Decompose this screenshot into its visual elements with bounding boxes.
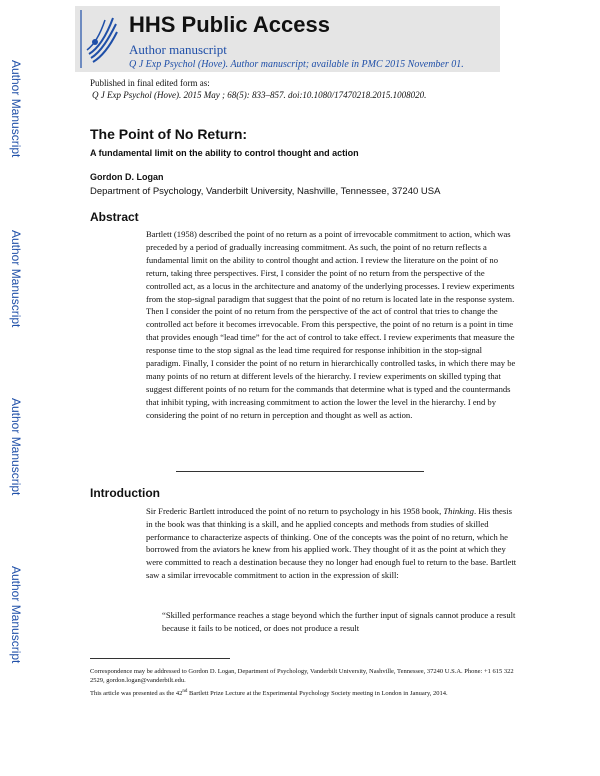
sidebar-label-author-manuscript: Author Manuscript <box>9 60 23 158</box>
hhs-public-access-title: HHS Public Access <box>129 12 330 37</box>
author-name: Gordon D. Logan <box>90 172 164 182</box>
sidebar-label-author-manuscript: Author Manuscript <box>9 566 23 664</box>
introduction-heading: Introduction <box>90 486 160 500</box>
hhs-eagle-logo-icon <box>75 8 120 70</box>
bartlett-quote: “Skilled performance reaches a stage beyond which the further input of signals cannot produce a result because it fails to be noticed, or does not produce a result <box>162 610 516 633</box>
section-divider <box>176 471 424 472</box>
sidebar-label-author-manuscript: Author Manuscript <box>9 398 23 496</box>
lecture-text-part: This article was presented as the 42 <box>90 690 183 697</box>
sidebar-label-author-manuscript: Author Manuscript <box>9 230 23 328</box>
intro-text-part: Sir Frederic Bartlett introduced the point of no return to psychology in his 1958 book, <box>146 506 444 516</box>
journal-citation-line <box>129 59 464 70</box>
article-title: The Point of No Return: <box>90 126 248 142</box>
lecture-text-part: Bartlett Prize Lecture at the Experimental Psychology Society meeting in London in January, 2014. <box>187 690 448 697</box>
ordinal-superscript: nd <box>182 688 188 694</box>
published-citation-text: Q J Exp Psychol (Hove). 2015 May ; 68(5): 833–857. doi:10.1080/17470218.2015.1008020. <box>92 90 427 100</box>
book-title: Thinking <box>443 506 474 516</box>
footnote-rule <box>90 658 230 659</box>
hhs-header-banner <box>75 6 500 72</box>
abstract-heading: Abstract <box>90 210 139 224</box>
published-citation <box>92 90 426 100</box>
author-affiliation: Department of Psychology, Vanderbilt University, Nashville, Tennessee, 37240 USA <box>90 186 441 197</box>
published-in-label: Published in final edited form as: <box>90 78 210 88</box>
abstract-text: Bartlett (1958) described the point of no return as a point of irrevocable commitment to action, which was preceded by a period of gradually increasing commitment. As such, the point of no return reflects a fundamental limit on the ability to control thought and action. I review the literature on the point of no return, taking three perspectives. First, I consider the point of no return from the perspective of the controlled act, as a locus in the architecture and anatomy of the underlying processes. I review experiments from the stop-signal paradigm that suggest that the point of no return is located late in the response system. Then I consider the point of no return from the perspective of the act of control that tries to change the controlled act before it becomes irrevocable. From this perspective, the point of no return is a point in time that provides enough “lead time” for the act of control to take effect. I review experiments that measure the response time to the stop signal as the lead time required for response inhibition in the stop-signal paradigm. Finally, I consider the point of no return in hierarchically controlled tasks, in which there may be many points of no return at different levels of the hierarchy. I review experiments on skilled typing that suggest different points of no return for the commands that determine what is typed and the countermands that inhibit typing, with increasing commitment to action the lower the level in the hierarchy. I end by considering the point of no return in perception and thought as well as action. <box>146 229 516 420</box>
correspondence-footnote: Correspondence may be addressed to Gordon D. Logan, Department of Psychology, Vanderbilt University, Nashville, Tennessee, 37240 U.S.A. Phone: +1 615 322 2529, gordon.logan@vanderbilt.edu. <box>90 668 514 684</box>
author-manuscript-label: Author manuscript <box>129 42 227 57</box>
lecture-footnote <box>90 690 520 699</box>
article-subtitle: A fundamental limit on the ability to control thought and action <box>90 148 359 158</box>
intro-text-part: . His thesis in the book was that thinking is a skill, and he applied concepts and methods from studies of skilled performance to characterize aspects of thinking. One of the concepts was the point of no return, which he borrowed from the aviators he knew from his applied work. They thought of it as the point at which they were committed to reach a destination because they no longer had enough fuel to return to the base. Bartlett saw a similar irrevocable commitment to action in the expression of skill: <box>146 506 517 580</box>
journal-citation-text: Q J Exp Psychol (Hove). Author manuscript; available in PMC 2015 November 01. <box>129 59 464 70</box>
introduction-paragraph <box>146 505 518 582</box>
